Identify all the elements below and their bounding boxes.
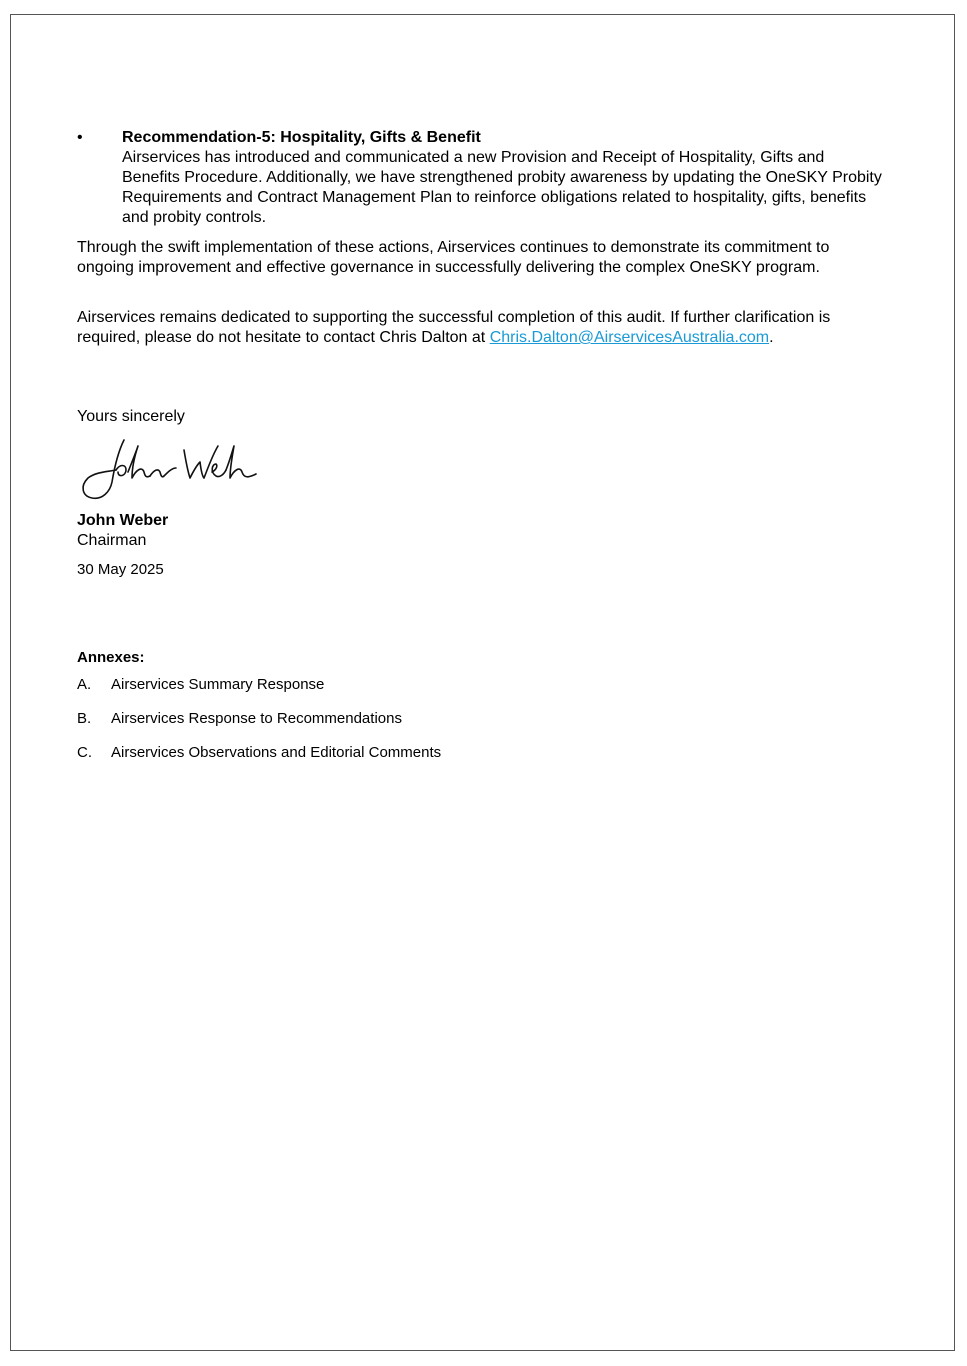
signatory-name: John Weber xyxy=(77,512,169,529)
implementation-paragraph: Through the swift implementation of these actions, Airservices continues to demonstrate its commitment to ongoing improvement and effective governance in successfully delivering the complex OneSKY program. xyxy=(77,239,830,276)
bullet-marker: • xyxy=(77,129,83,146)
signature-image xyxy=(76,432,261,504)
contact-end: . xyxy=(769,329,774,346)
letter-date: 30 May 2025 xyxy=(77,561,164,578)
signatory-role: Chairman xyxy=(77,532,147,549)
recommendation-title: Recommendation-5: Hospitality, Gifts & Benefit xyxy=(122,129,481,146)
closing-salutation: Yours sincerely xyxy=(77,408,185,425)
annex-letter: C. xyxy=(77,744,92,761)
recommendation-content xyxy=(122,128,882,228)
contact-text: Airservices remains dedicated to supporting the successful completion of this audit. If further clarification is required, please do not hesitate to contact Chris Dalton at xyxy=(77,309,831,346)
contact-email-link[interactable]: Chris.Dalton@AirservicesAustralia.com xyxy=(489,329,770,346)
annex-letter: B. xyxy=(77,710,92,727)
annex-title: Airservices Summary Response xyxy=(111,676,325,693)
recommendation-body: Airservices has introduced and communicated a new Provision and Receipt of Hospitality, Gifts and Benefits Procedure. Additionally, we have strengthened probity awareness by updating the OneSKY Probity Requirements and Contract Management Plan to reinforce obligations related to hospitality, gifts, benefits and probity controls. xyxy=(122,149,882,226)
annexes-heading: Annexes: xyxy=(77,649,145,666)
annex-title: Airservices Observations and Editorial Comments xyxy=(111,744,442,761)
annex-title: Airservices Response to Recommendations xyxy=(111,710,402,727)
annex-letter: A. xyxy=(77,676,92,693)
contact-paragraph xyxy=(77,308,877,348)
